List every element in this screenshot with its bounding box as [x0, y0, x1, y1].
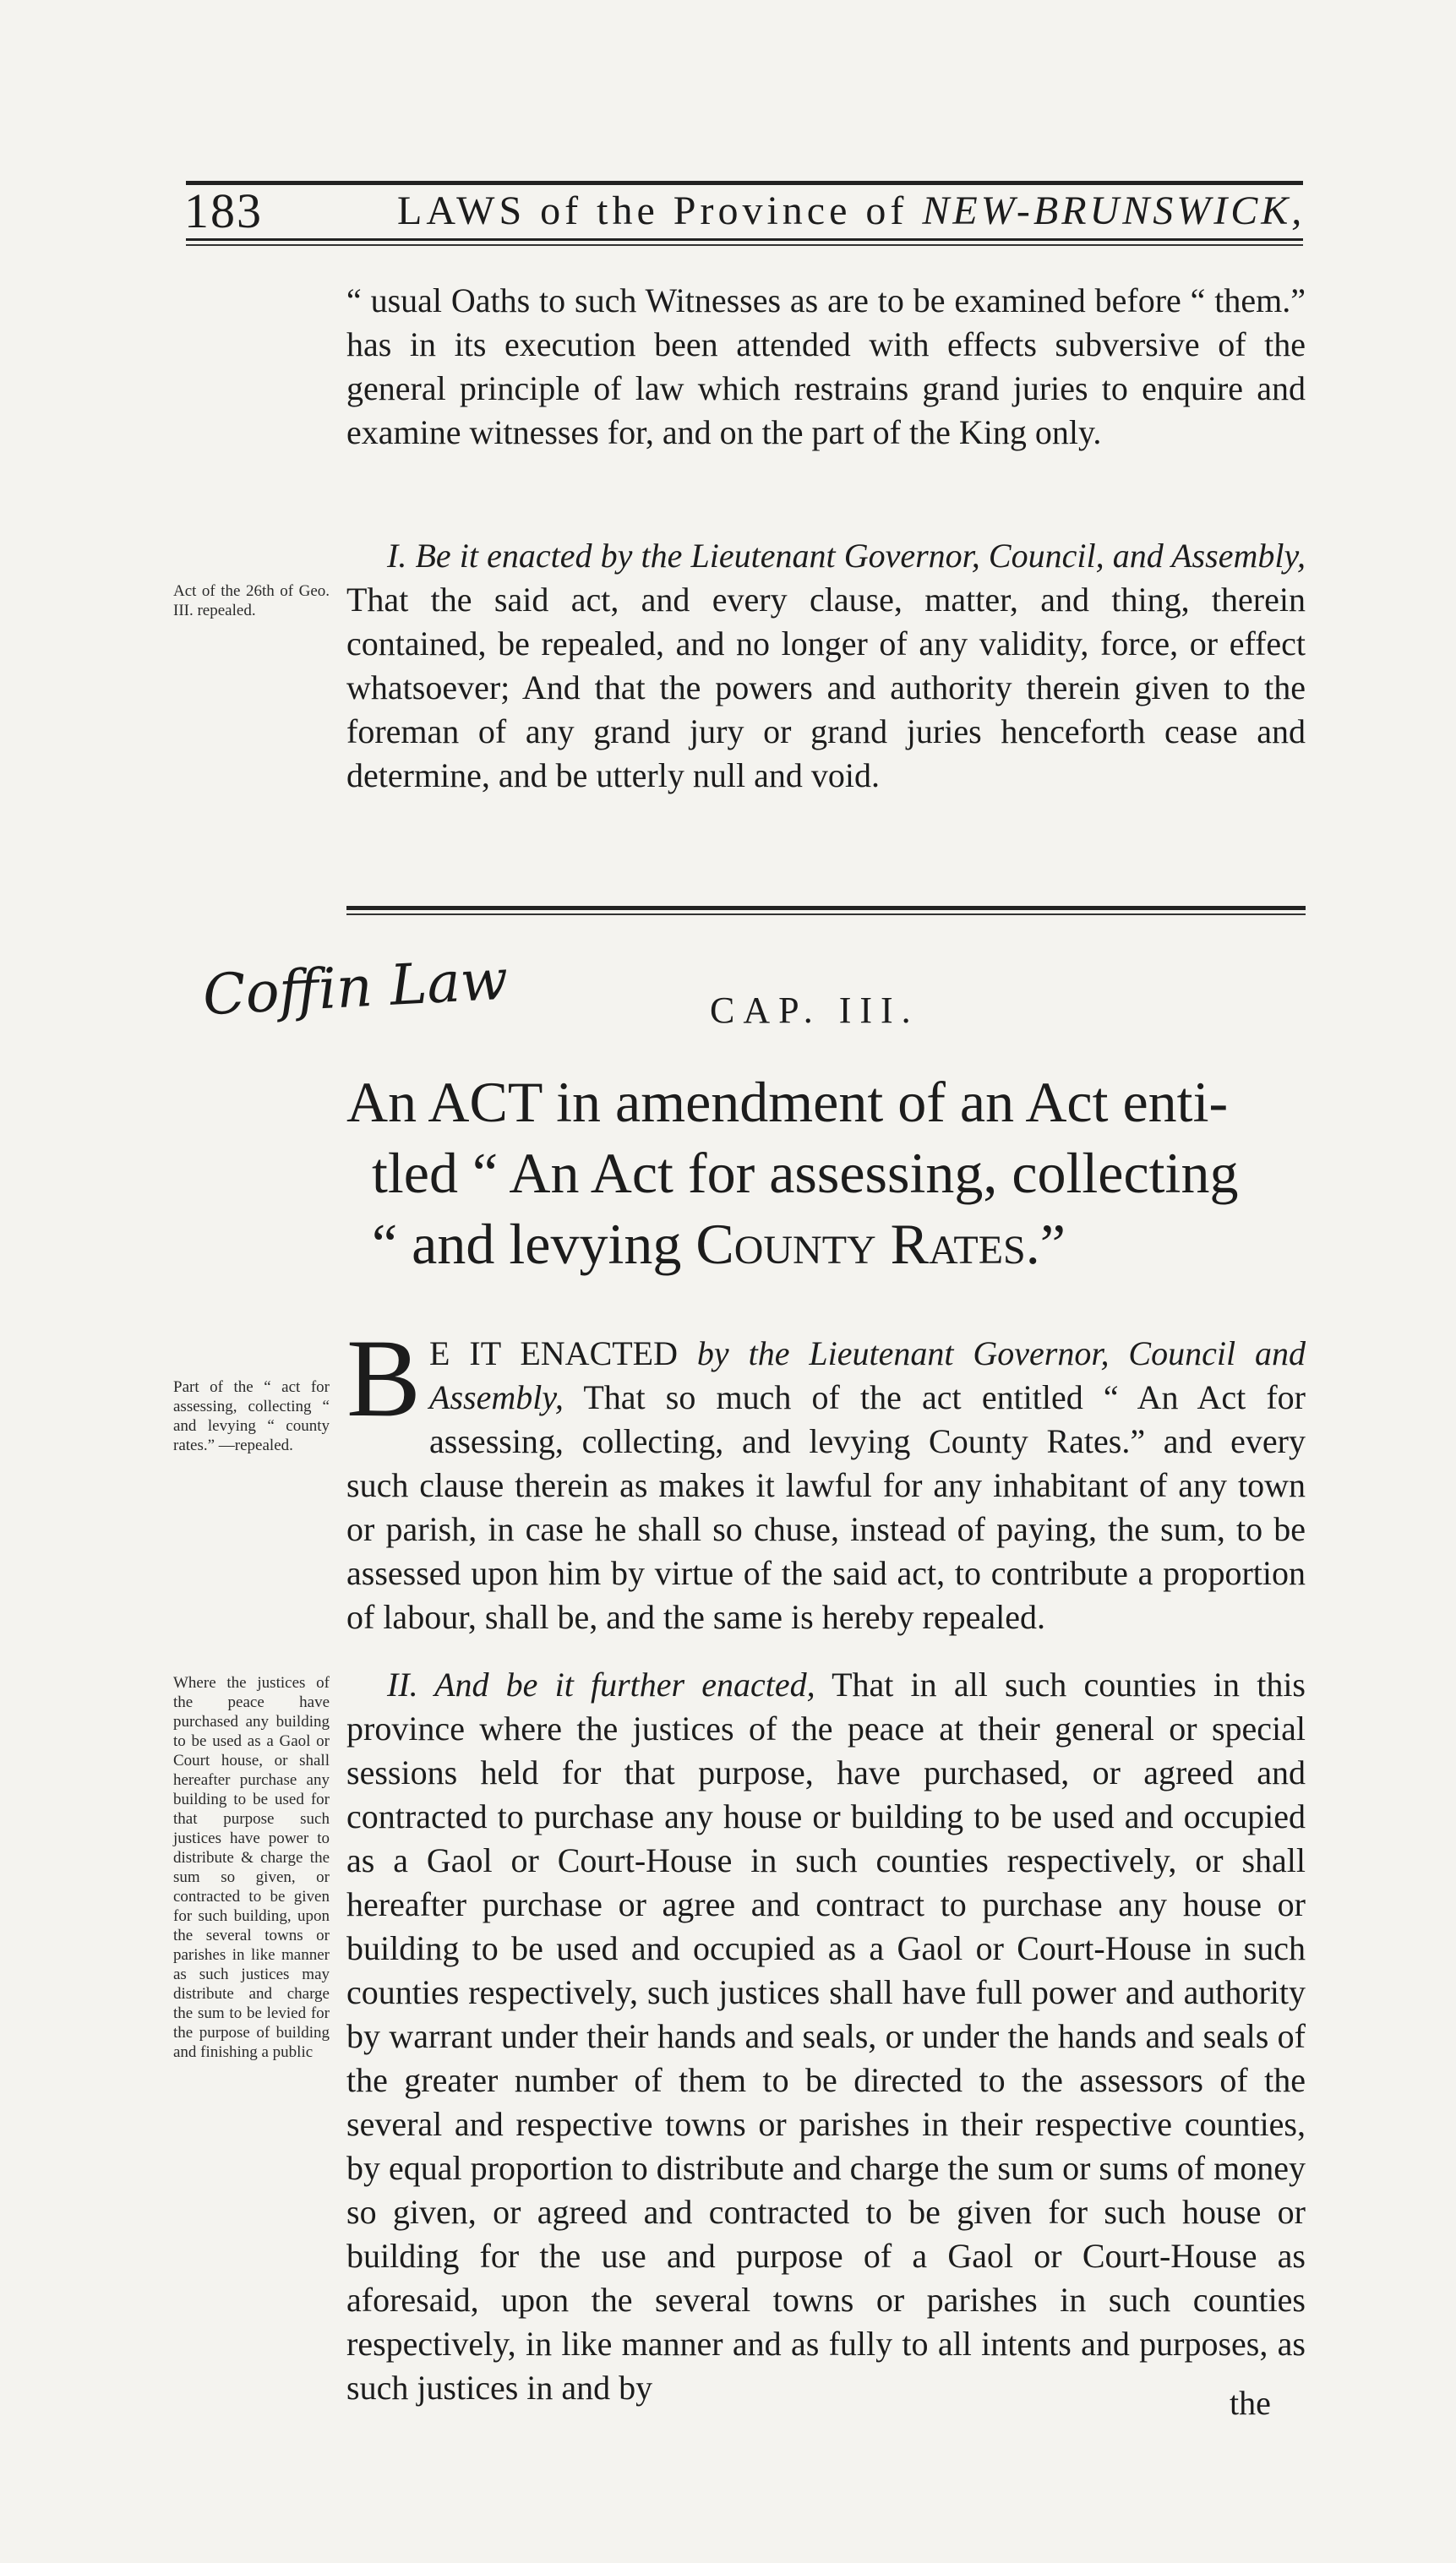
header-rule-bottom-thin [186, 244, 1303, 246]
act-title-line-3 [346, 1208, 1327, 1279]
section-divider [346, 906, 1306, 910]
enacting-paragraph [346, 1316, 1306, 1639]
act-title [346, 1066, 1327, 1279]
enacting-italic: by the Lieutenant Governor, Council and Assembly, [429, 1334, 1306, 1416]
continuation-text: “ usual Oaths to such Witnesses as are to be examined before “ them.” has in its execution been attended with effects subversive of the general principle of law which restrains grand juries to enquire and examine witnesses for, and on the part of the King only. [346, 281, 1306, 451]
drop-cap: B [346, 1316, 422, 1440]
act-title-line-3-close: ” [1039, 1212, 1066, 1276]
continuation-paragraph [346, 279, 1306, 455]
catchword: the [1230, 2384, 1271, 2422]
act-title-line-3-a: “ and levying [372, 1212, 682, 1276]
page-number: 183 [184, 183, 263, 238]
section-two-text: That in all such counties in this province where the justices of the peace at their general or special sessions held for that purpose, have purchased, or agreed and contracted to purchase any house or building to be used and occupied as a Gaol or Court-House in such counties respectively, or shall hereafter purchase or agree and contract to purchase any house or building to be used and occupied as a Gaol or Court-House in such counties respectively, such justices shall have full power and authority by warrant under their hands and seals, or under the hands and seals of the greater number of them to be directed to the assessors of the several and respective towns or parishes in their respective counties, by equal proportion to distribute and charge the sum or sums of money so given, or agreed and contracted to be given for such house or building for the use and purpose of a Gaol or Court-House as aforesaid, upon the several towns or parishes in such counties respectively, in like manner and as fully to all intents and purposes, as such justices in and by [346, 1666, 1306, 2407]
section-one-lead: I. Be it enacted by the Lieutenant Governor, Council, and Assembly, [387, 537, 1306, 575]
enacting-text: That so much of the act entitled “ An Act for assessing, collecting, and levying County Rates.” and every such clause therein as makes it lawful for any inhabitant of any town or parish, in case he shall so chuse, instead of paying, the sum, to be assessed upon him by virtue of the said act, to contribute a proportion of labour, shall be, and the same is hereby repealed. [346, 1378, 1306, 1636]
margin-note-section-one: Act of the 26th of Geo. III. repealed. [173, 582, 330, 619]
chapter-label: CAP. III. [710, 990, 919, 1031]
header-rule-top [186, 181, 1303, 185]
margin-note-section-two: Where the justices of the peace have purchased any building to be used as a Gaol or Court house, or shall hereafter purchase any building to be used for that purpose such justices have power to distribute & charge the sum so given, or contracted to be given for such building, upon the several towns or parishes in like manner as such justices may distribute and charge the sum to be levied for the purpose of building and finishing a public [173, 1674, 330, 2061]
section-two-lead: II. And be it further enacted, [387, 1666, 815, 1704]
act-title-line-1: An ACT in amendment of an Act enti- [346, 1070, 1229, 1134]
running-title-province: NEW-BRUNSWICK, [922, 188, 1306, 233]
margin-note-enacting: Part of the “ act for assessing, collecting “ and levying “ county rates.” —repealed. [173, 1378, 330, 1454]
running-title-prefix: LAWS of the Province of [397, 188, 908, 233]
enacting-caps: E IT ENACTED [429, 1334, 678, 1372]
section-one-text: That the said act, and every clause, matter, and thing, therein contained, be repealed, and no longer of any validity, force, or effect whatsoever; And that the powers and authority therein given to the foreman of any grand jury or grand juries henceforth cease and determine, and be utterly null and void. [346, 581, 1306, 794]
section-two-paragraph [346, 1663, 1306, 2410]
section-one-paragraph [346, 534, 1306, 798]
header-rule-bottom [186, 238, 1303, 241]
act-title-line-2: tled “ An Act for assessing, collecting [372, 1141, 1239, 1205]
running-title [397, 188, 1305, 234]
section-divider-thin [346, 913, 1306, 915]
act-title-county-rates: County Rates. [695, 1212, 1040, 1276]
handwritten-annotation: Coffin Law [201, 946, 510, 1028]
